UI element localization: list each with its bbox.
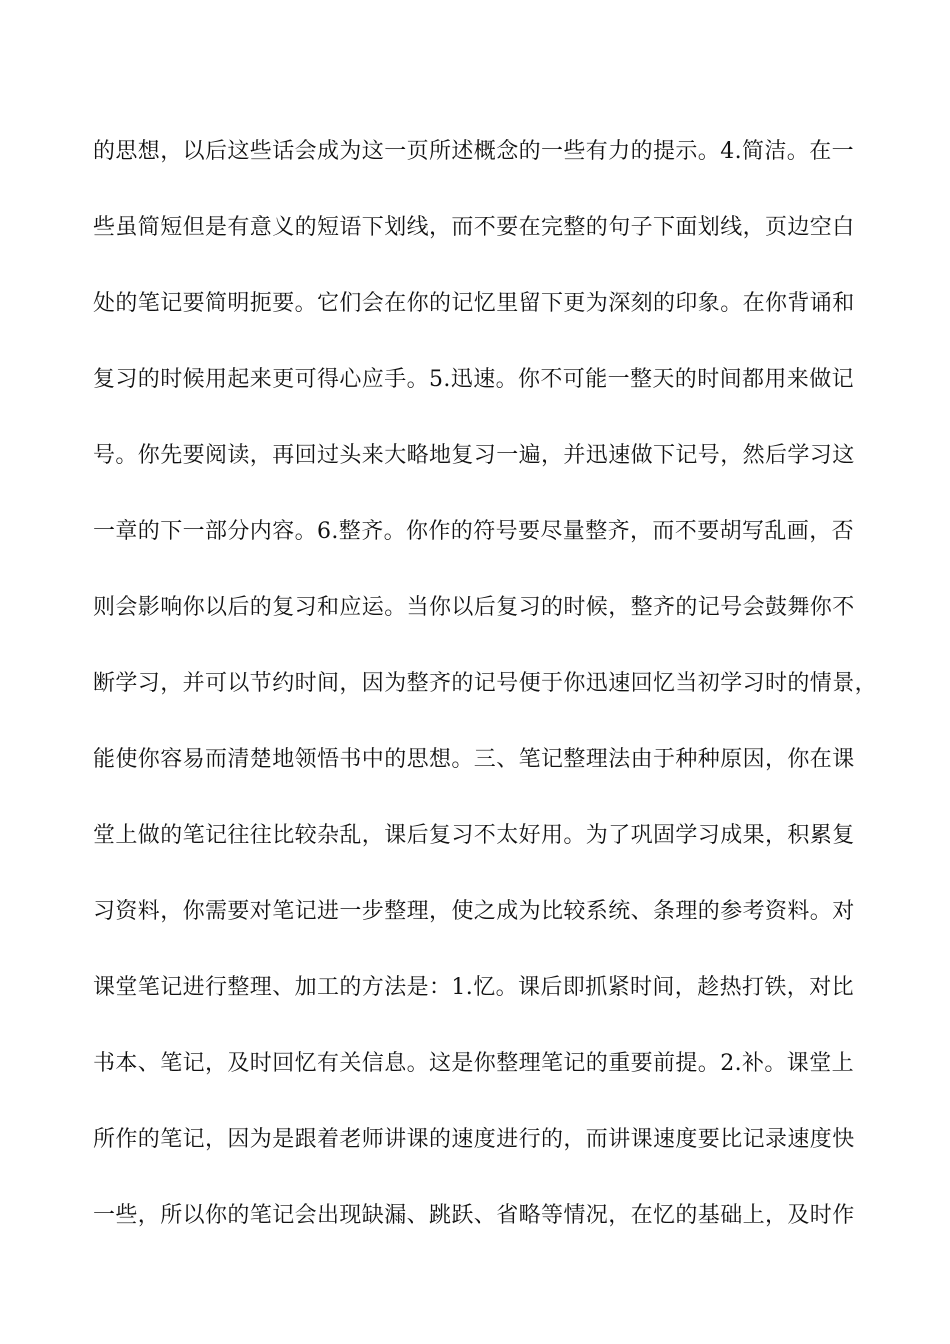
text-line: 则会影响你以后的复习和应运。当你以后复习的时候，整齐的记号会鼓舞你不: [93, 595, 855, 620]
text-line: 课堂笔记进行整理、加工的方法是：1.忆。课后即抓紧时间，趁热打铁，对比: [93, 975, 854, 1000]
text-line: 习资料，你需要对笔记进一步整理，使之成为比较系统、条理的参考资料。对: [93, 899, 855, 924]
text-line: 些虽简短但是有意义的短语下划线，而不要在完整的句子下面划线，页边空白: [93, 215, 855, 240]
text-line: 书本、笔记，及时回忆有关信息。这是你整理笔记的重要前提。2.补。课堂上: [93, 1051, 854, 1076]
text-line: 所作的笔记，因为是跟着老师讲课的速度进行的，而讲课速度要比记录速度快: [93, 1127, 855, 1152]
text-line: 断学习，并可以节约时间，因为整齐的记号便于你迅速回忆当初学习时的情景，: [93, 671, 878, 696]
text-line: 复习的时候用起来更可得心应手。5.迅速。你不可能一整天的时间都用来做记: [93, 367, 854, 392]
text-line: 一章的下一部分内容。6.整齐。你作的符号要尽量整齐，而不要胡写乱画，否: [93, 519, 854, 544]
text-line: 号。你先要阅读，再回过头来大略地复习一遍，并迅速做下记号，然后学习这: [93, 443, 855, 468]
body-text: [93, 131, 878, 1271]
text-line: 一些，所以你的笔记会出现缺漏、跳跃、省略等情况，在忆的基础上，及时作: [93, 1203, 855, 1228]
text-line: 处的笔记要简明扼要。它们会在你的记忆里留下更为深刻的印象。在你背诵和: [93, 291, 855, 316]
text-line: 堂上做的笔记往往比较杂乱，课后复习不太好用。为了巩固学习成果，积累复: [93, 823, 855, 848]
text-line: 的思想，以后这些话会成为这一页所述概念的一些有力的提示。4.简洁。在一: [93, 139, 854, 164]
text-line: 能使你容易而清楚地领悟书中的思想。三、笔记整理法由于种种原因，你在课: [93, 747, 855, 772]
